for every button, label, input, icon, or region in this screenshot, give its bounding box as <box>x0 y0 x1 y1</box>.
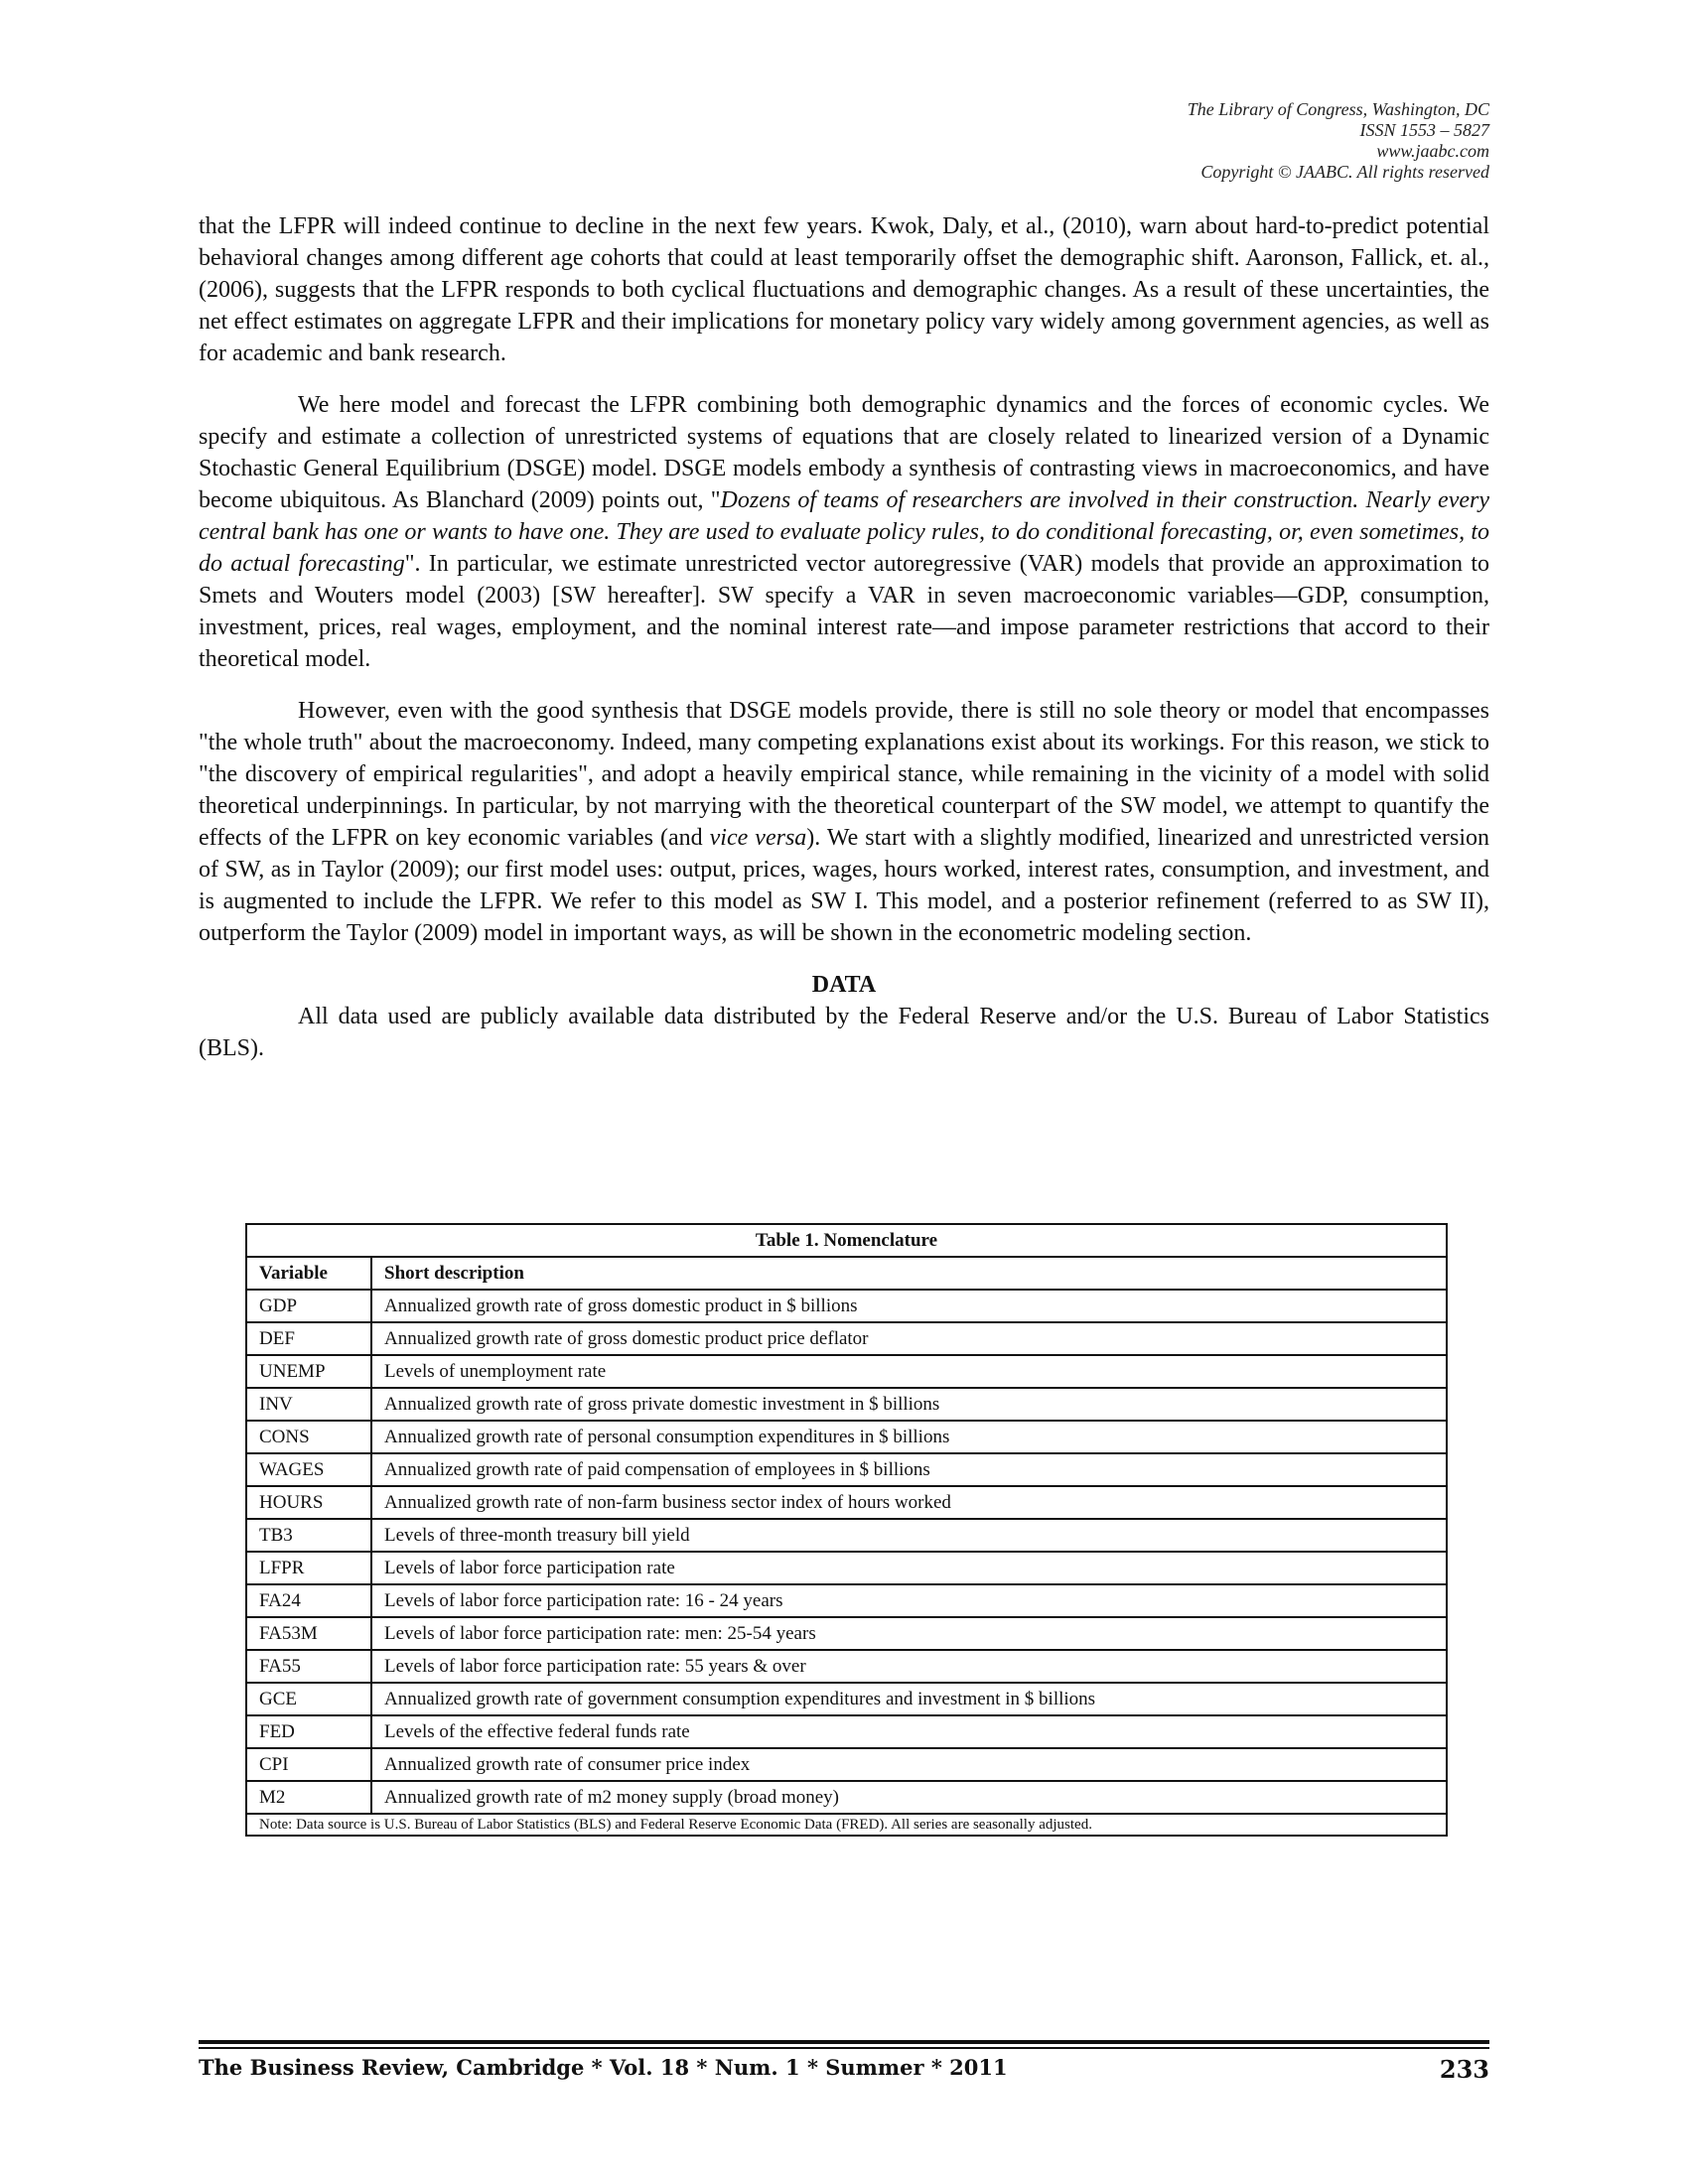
paragraph-2 <box>199 389 1489 675</box>
description-cell: Annualized growth rate of personal consumption expenditures in $ billions <box>371 1421 1447 1453</box>
table-row <box>246 1683 1447 1715</box>
table-row <box>246 1388 1447 1421</box>
table-row <box>246 1715 1447 1748</box>
article-body <box>199 210 1489 1084</box>
header-copyright: Copyright © JAABC. All rights reserved <box>1200 162 1489 182</box>
variable-cell: FA53M <box>246 1617 371 1650</box>
variable-cell: CPI <box>246 1748 371 1781</box>
table-row <box>246 1552 1447 1584</box>
variable-cell: GDP <box>246 1290 371 1322</box>
table-row <box>246 1617 1447 1650</box>
table-caption: Table 1. Nomenclature <box>246 1224 1447 1257</box>
table-row <box>246 1421 1447 1453</box>
journal-header <box>1188 99 1489 183</box>
vice-versa-italic: vice versa <box>709 825 807 851</box>
variable-cell: CONS <box>246 1421 371 1453</box>
table-row <box>246 1584 1447 1617</box>
description-cell: Annualized growth rate of gross private domestic investment in $ billions <box>371 1388 1447 1421</box>
description-cell: Annualized growth rate of gross domestic product in $ billions <box>371 1290 1447 1322</box>
variable-cell: UNEMP <box>246 1355 371 1388</box>
paragraph-4 <box>199 1001 1489 1064</box>
description-cell: Annualized growth rate of paid compensation of employees in $ billions <box>371 1453 1447 1486</box>
paragraph-2-text-b: ". In particular, we estimate unrestricted vector autoregressive (VAR) models that provide an approximation to Smets and Wouters model (2003) [SW hereafter]. SW specify a VAR in seven macroeconomic variables—GDP, consumption, investment, prices, real wages, employment, and the nominal interest rate—and impose parameter restrictions that accord to their theoretical model. <box>199 551 1489 672</box>
variable-cell: TB3 <box>246 1519 371 1552</box>
nomenclature-table <box>245 1223 1448 1837</box>
description-cell: Annualized growth rate of government consumption expenditures and investment in $ billions <box>371 1683 1447 1715</box>
description-cell: Levels of labor force participation rate <box>371 1552 1447 1584</box>
section-heading-data: DATA <box>811 972 877 998</box>
paragraph-3-text-a: However, even with the good synthesis that DSGE models provide, there is still no sole theory or model that encompasses "the whole truth" about the macroeconomy. Indeed, many competing explanations exist about its workings. For this reason, we stick to "the discovery of empirical regularities", and adopt a heavily empirical stance, while remaining in the vicinity of a model with solid theoretical underpinnings. In particular, by not marrying with the theoretical counterpart of the SW model, we attempt to quantify the effects of the LFPR on key economic variables (and <box>199 698 1489 851</box>
variable-cell: GCE <box>246 1683 371 1715</box>
description-cell: Annualized growth rate of m2 money supply (broad money) <box>371 1781 1447 1814</box>
description-cell: Levels of three-month treasury bill yield <box>371 1519 1447 1552</box>
table-row <box>246 1748 1447 1781</box>
variable-cell: DEF <box>246 1322 371 1355</box>
paragraph-4-text: All data used are publicly available data distributed by the Federal Reserve and/or the U.S. Bureau of Labor Statistics (BLS). <box>199 1004 1489 1061</box>
description-cell: Levels of unemployment rate <box>371 1355 1447 1388</box>
table-row <box>246 1453 1447 1486</box>
description-cell: Annualized growth rate of consumer price index <box>371 1748 1447 1781</box>
description-cell: Annualized growth rate of gross domestic product price deflator <box>371 1322 1447 1355</box>
blanchard-quote: Dozens of teams of researchers are involved in their construction. Nearly every central bank has one or wants to have one. They are used to evaluate policy rules, to do conditional forecasting, or, even sometimes, to do actual forecasting <box>199 487 1489 577</box>
paragraph-2-text-a: We here model and forecast the LFPR combining both demographic dynamics and the forces of economic cycles. We specify and estimate a collection of unrestricted systems of equations that are closely related to linearized version of a Dynamic Stochastic General Equilibrium (DSGE) model. DSGE models embody a synthesis of contrasting views in macroeconomics, and have become ubiquitous. As Blanchard (2009) points out, " <box>199 392 1489 513</box>
table-header-row <box>246 1257 1447 1290</box>
paragraph-1-text: that the LFPR will indeed continue to decline in the next few years. Kwok, Daly, et al., (2010), warn about hard-to-predict potential behavioral changes among different age cohorts that could at least temporarily offset the demographic shift. Aaronson, Fallick, et. al., (2006), suggests that the LFPR responds to both cyclical fluctuations and demographic changes. As a result of these uncertainties, the net effect estimates on aggregate LFPR and their implications for monetary policy vary widely among government agencies, as well as for academic and bank research. <box>199 213 1489 366</box>
variable-cell: LFPR <box>246 1552 371 1584</box>
header-website: www.jaabc.com <box>1376 141 1489 161</box>
description-cell: Levels of labor force participation rate: 55 years & over <box>371 1650 1447 1683</box>
description-cell: Annualized growth rate of non-farm business sector index of hours worked <box>371 1486 1447 1519</box>
variable-cell: FED <box>246 1715 371 1748</box>
table-row <box>246 1355 1447 1388</box>
page-footer <box>199 2055 1489 2084</box>
variable-cell: WAGES <box>246 1453 371 1486</box>
paragraph-3-text-b: ). We start with a slightly modified, linearized and unrestricted version of SW, as in Taylor (2009); our first model uses: output, prices, wages, hours worked, interest rates, consumption, and investment, and is augmented to include the LFPR. We refer to this model as SW I. This model, and a posterior refinement (referred to as SW II), outperform the Taylor (2009) model in important ways, as will be shown in the econometric modeling section. <box>199 825 1490 946</box>
variable-cell: INV <box>246 1388 371 1421</box>
description-cell: Levels of labor force participation rate: men: 25-54 years <box>371 1617 1447 1650</box>
table-row <box>246 1322 1447 1355</box>
table-caption-row <box>246 1224 1447 1257</box>
footer-rule-thin <box>199 2047 1489 2049</box>
column-header-variable: Variable <box>246 1257 371 1290</box>
variable-cell: FA24 <box>246 1584 371 1617</box>
paragraph-1 <box>199 210 1489 369</box>
table-row <box>246 1650 1447 1683</box>
description-cell: Levels of labor force participation rate: 16 - 24 years <box>371 1584 1447 1617</box>
header-issn: ISSN 1553 – 5827 <box>1359 120 1489 140</box>
table-row <box>246 1519 1447 1552</box>
variable-cell: M2 <box>246 1781 371 1814</box>
table-row <box>246 1290 1447 1322</box>
column-header-description: Short description <box>371 1257 1447 1290</box>
table-note-row <box>246 1814 1447 1836</box>
page-number: 233 <box>1439 2055 1489 2084</box>
table-row <box>246 1781 1447 1814</box>
footer-journal: The Business Review, Cambridge * Vol. 18 * Num. 1 * Summer * 2011 <box>199 2055 1008 2080</box>
footer-rule-thick <box>199 2040 1489 2044</box>
description-cell: Levels of the effective federal funds rate <box>371 1715 1447 1748</box>
table-note: Note: Data source is U.S. Bureau of Labor Statistics (BLS) and Federal Reserve Economic Data (FRED). All series are seasonally adjusted. <box>246 1814 1447 1836</box>
table-row <box>246 1486 1447 1519</box>
variable-cell: HOURS <box>246 1486 371 1519</box>
variable-cell: FA55 <box>246 1650 371 1683</box>
header-library: The Library of Congress, Washington, DC <box>1187 99 1489 119</box>
paragraph-3 <box>199 695 1489 949</box>
